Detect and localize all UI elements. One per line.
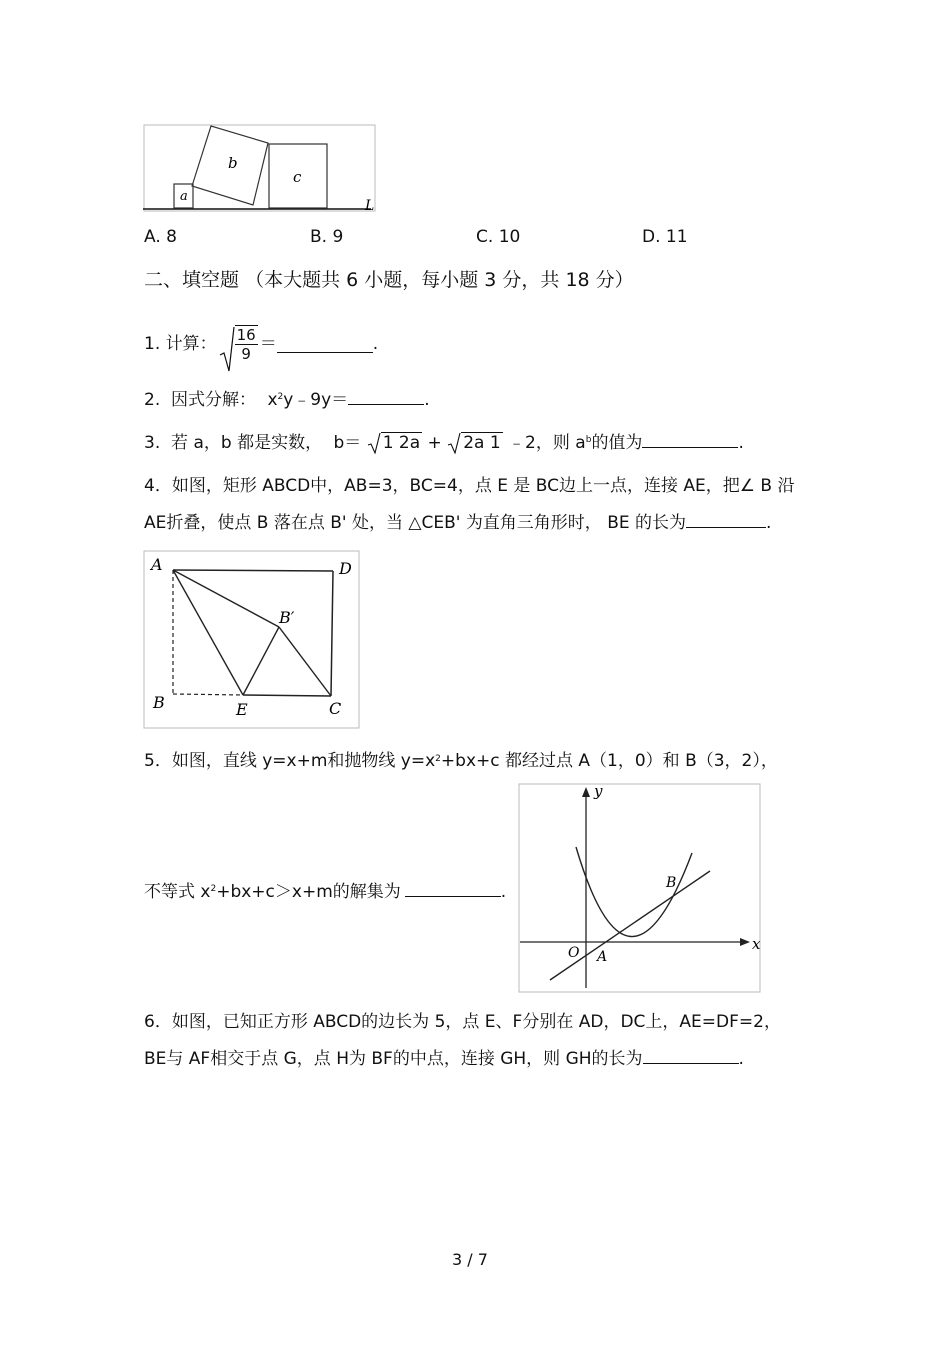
choice-b: [310, 226, 343, 248]
question-prefix: 因式分解：: [171, 390, 257, 410]
radical-sign: [367, 432, 381, 454]
graph-diagram: [518, 783, 762, 994]
question-text: +bx+c＞x+m的解集为: [216, 882, 401, 902]
plus-sign: +: [427, 433, 442, 453]
question-4-line-1: 4．如图，矩形 ABCD中，AB=3，BC=4，点 E 是 BC边上一点，连接 AE，把∠ B 沿: [144, 476, 795, 496]
answer-blank[interactable]: [405, 880, 501, 897]
fraction-numerator: 16: [236, 326, 256, 344]
label-c: c: [293, 168, 302, 186]
label-x: x: [752, 935, 761, 953]
sqrt-2: [447, 432, 502, 454]
question-text: 不等式 x: [144, 882, 211, 902]
question-5-line-1: [144, 750, 778, 772]
exponent: 2: [277, 392, 284, 402]
choice-value: 10: [498, 227, 521, 247]
period: .: [766, 513, 772, 533]
question-prefix: 若 a，b 都是实数，: [171, 433, 323, 453]
section-heading: [144, 267, 634, 293]
label-b: b: [228, 154, 238, 172]
question-text: +bx+c 都经过点 A（1，0）和 B（3，2），: [440, 751, 778, 771]
page-number: 3 / 7: [452, 1250, 488, 1269]
choice-letter: C.: [476, 227, 494, 247]
x-axis-arrow: [740, 938, 750, 946]
choice-letter: A.: [144, 227, 161, 247]
fraction-denominator: 9: [241, 345, 251, 363]
side-DC: [331, 571, 333, 696]
answer-blank[interactable]: [686, 511, 766, 528]
exponent: 2: [435, 754, 441, 764]
radical-sign: [219, 325, 235, 373]
label-y: y: [594, 783, 603, 800]
answer-blank[interactable]: [643, 1047, 739, 1064]
fraction: [235, 325, 258, 363]
figure-frame: [144, 551, 359, 728]
question-6-line-1: 6．如图，已知正方形 ABCD的边长为 5，点 E、F分别在 AD，DC上，AE=DF=2，: [144, 1012, 781, 1032]
radical-sign: [447, 432, 461, 454]
period: .: [500, 882, 507, 902]
figure-rectangle: [143, 550, 361, 734]
exponent: 2: [210, 884, 217, 894]
var-x: x: [267, 390, 278, 410]
segment-EB-prime: [243, 627, 279, 695]
question-5-line-2: [144, 880, 506, 903]
question-2: [144, 388, 430, 411]
choice-a: [144, 226, 177, 248]
answer-blank[interactable]: [642, 431, 738, 448]
answer-blank[interactable]: [348, 388, 424, 405]
choice-letter: D.: [642, 227, 661, 247]
question-number: 2.: [144, 390, 161, 410]
label-B: B: [153, 693, 165, 712]
choice-value: 8: [166, 227, 177, 247]
label-C: C: [329, 699, 342, 718]
line-y-x-m: [550, 871, 710, 980]
radicand-1: 1 2a: [382, 433, 421, 453]
choice-letter: B.: [310, 227, 328, 247]
figure-graph: [518, 783, 762, 998]
question-number: 3.: [144, 433, 161, 453]
rectangle-diagram: [143, 550, 361, 730]
radicand-2: 2a 1: [463, 433, 501, 453]
segment-B-prime-C: [279, 627, 331, 696]
period: .: [738, 1049, 744, 1069]
label-B-prime: B′: [279, 608, 295, 627]
label-O: O: [568, 945, 580, 961]
label-a: a: [180, 189, 188, 204]
answer-blank[interactable]: [277, 336, 373, 353]
section-title: 二、填空题: [144, 269, 240, 291]
choice-value: 9: [332, 227, 344, 247]
equals-sign: ＝: [259, 334, 277, 354]
question-text: AE折叠，使点 B 落在点 B' 处，当 △CEB' 为直角三角形时， BE 的长为: [144, 513, 687, 533]
question-number: 1.: [144, 334, 161, 354]
choice-d: [642, 226, 688, 248]
sqrt-fraction: [221, 325, 258, 363]
b-equals: b＝: [333, 433, 362, 453]
side-BE-dashed: [173, 694, 243, 695]
label-D: D: [339, 559, 352, 578]
question-1: [144, 318, 378, 370]
question-3: [144, 431, 744, 454]
sqrt-1: [367, 432, 422, 454]
squares-diagram: [143, 124, 378, 214]
figure-squares: [143, 124, 378, 218]
expression: ﹣2，则: [508, 433, 570, 453]
choice-c: [476, 226, 520, 248]
label-A: A: [151, 555, 163, 574]
exponent: b: [585, 435, 592, 445]
label-B: B: [666, 875, 677, 891]
question-text: BE与 AF相交于点 G，点 H为 BF的中点，连接 GH，则 GH的长为: [144, 1049, 643, 1069]
side-EC: [243, 695, 331, 696]
question-text: 5．如图，直线 y=x+m和抛物线 y=x: [144, 751, 436, 771]
question-6-line-2: [144, 1047, 744, 1070]
var-a: a: [575, 433, 586, 453]
label-E: E: [236, 700, 248, 719]
expression: y﹣9y＝: [283, 390, 349, 410]
figure-frame: [144, 125, 375, 211]
section-note: （本大题共 6 小题，每小题 3 分，共 18 分）: [245, 269, 634, 291]
choice-value: 11: [665, 227, 688, 247]
question-prefix: 计算：: [165, 334, 217, 354]
period: .: [424, 390, 430, 410]
figure-frame: [519, 784, 760, 992]
question-4-line-2: [144, 511, 771, 534]
question-suffix: 的值为: [591, 433, 643, 453]
y-axis-arrow: [582, 787, 590, 797]
label-A: A: [597, 949, 608, 965]
label-L: L: [365, 198, 375, 214]
period: .: [738, 433, 744, 453]
side-AD: [173, 570, 333, 571]
period: .: [372, 334, 379, 354]
